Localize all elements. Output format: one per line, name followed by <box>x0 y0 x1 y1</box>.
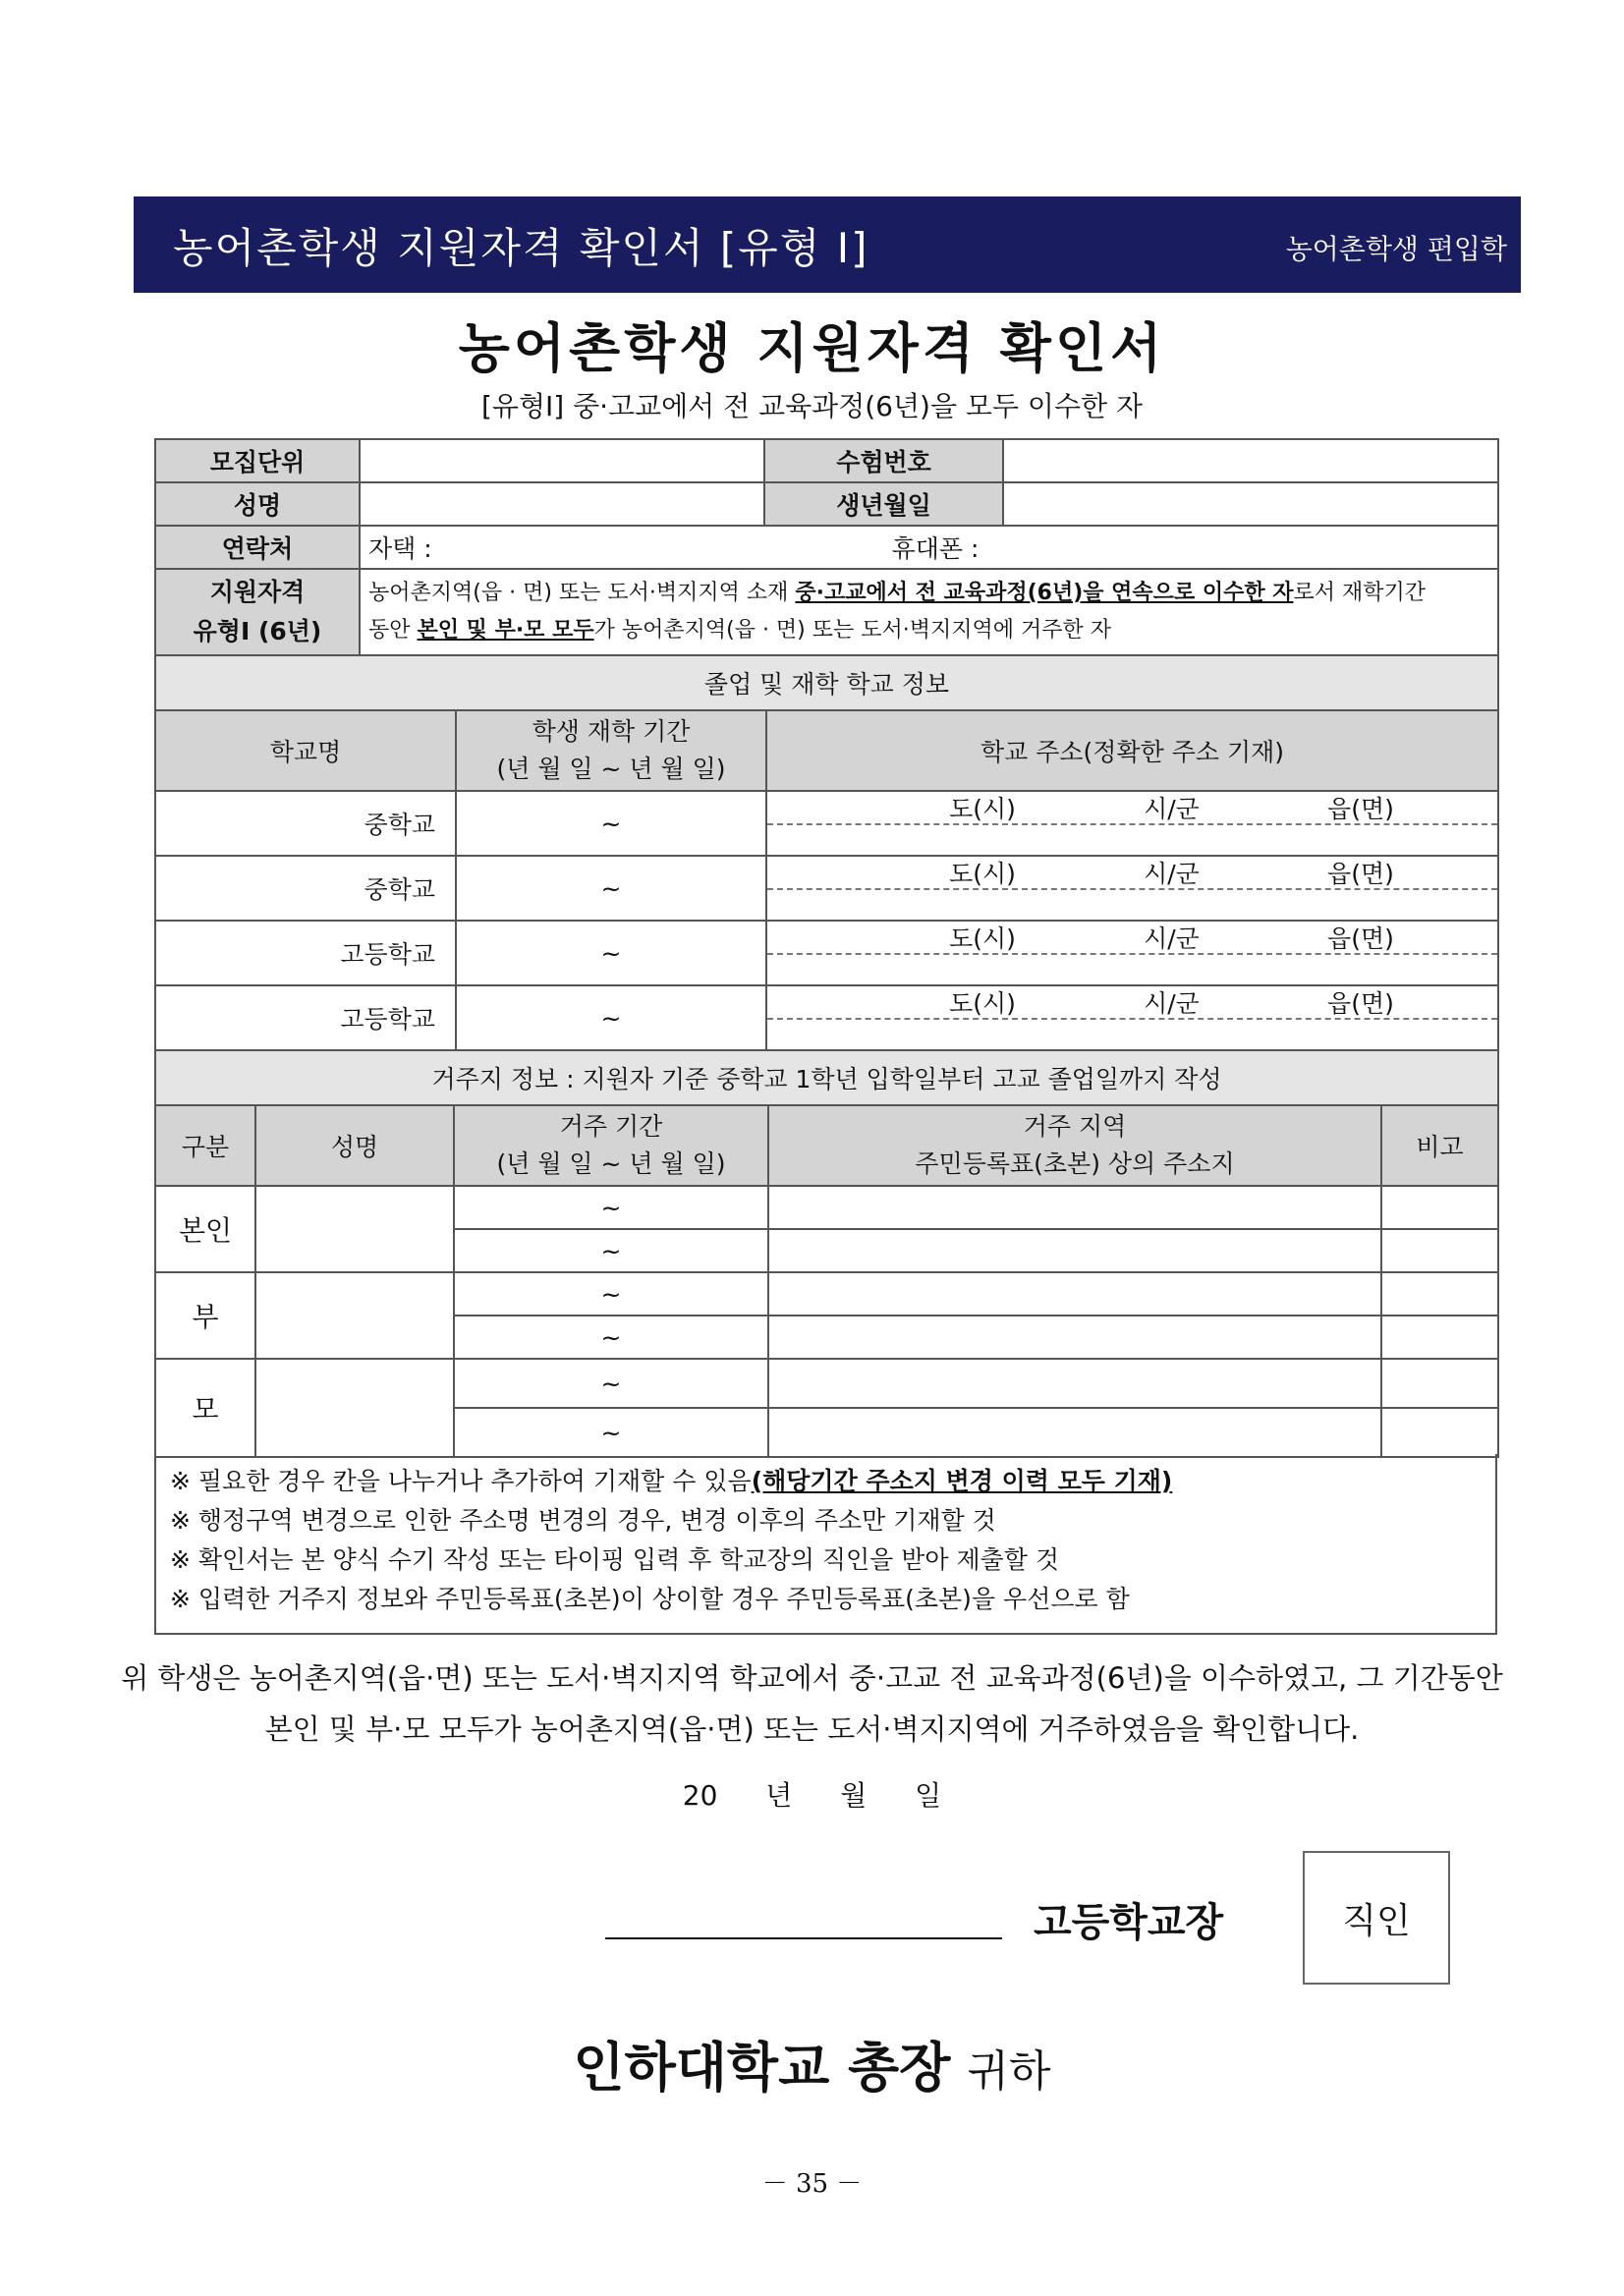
residence-period-header-2: (년 월 일 ~ 년 월 일) <box>496 1149 726 1178</box>
contact-label: 연락처 <box>155 526 360 569</box>
date-line[interactable]: 20 년 월 일 <box>682 1779 942 1812</box>
school-name: 고등학교 <box>155 921 456 985</box>
table-row <box>155 985 1498 1050</box>
addr-eup: 읍(면) <box>1327 924 1394 953</box>
school-period-header-2: (년 월 일 ~ 년 월 일) <box>496 755 726 783</box>
school-name: 중학교 <box>155 791 456 856</box>
residence-area-field[interactable] <box>768 1229 1381 1272</box>
banner-category: 농어촌학생 편입학 <box>1285 233 1507 265</box>
remarks-header: 비고 <box>1381 1105 1498 1186</box>
qual-text-bold-1: 중·고교에서 전 교육과정(6년)을 연속으로 이수한 자 <box>795 581 1294 605</box>
table-row <box>155 921 1498 985</box>
school-section-title: 졸업 및 재학 학교 정보 <box>155 655 1498 710</box>
residence-period[interactable]: ~ <box>454 1316 768 1359</box>
confirmation-line-1: 위 학생은 농어촌지역(읍·면) 또는 도서·벽지지역 학교에서 중·고교 전 교육과정(6년)을 이수하였고, 그 기간동안 <box>121 1661 1503 1695</box>
banner-title: 농어촌학생 지원자격 확인서 [유형 Ⅰ] <box>173 224 869 272</box>
school-period[interactable]: ~ <box>456 921 766 985</box>
school-address[interactable] <box>766 791 1498 856</box>
resident-type: 모 <box>155 1359 255 1457</box>
header-banner <box>134 196 1521 293</box>
residence-area-header-2: 주민등록표(초본) 상의 주소지 <box>915 1149 1235 1178</box>
remarks-field[interactable] <box>1381 1186 1498 1229</box>
addr-si: 시/군 <box>1144 924 1200 953</box>
residence-period[interactable]: ~ <box>454 1229 768 1272</box>
table-row <box>155 791 1498 856</box>
resident-type: 본인 <box>155 1186 255 1272</box>
qual-text-3: 동안 <box>368 618 418 643</box>
residence-area-header <box>768 1105 1381 1186</box>
addr-do: 도(시) <box>949 924 1016 953</box>
qual-text-4: 가 농어촌지역(읍 · 면) 또는 도서·벽지지역에 거주한 자 <box>593 618 1112 643</box>
exam-number-label: 수험번호 <box>764 439 1003 482</box>
exam-number-field[interactable] <box>1003 439 1498 482</box>
qual-text-1: 농어촌지역(읍 · 면) 또는 도서·벽지지역 소재 <box>368 581 796 605</box>
remarks-field[interactable] <box>1381 1229 1498 1272</box>
addr-do: 도(시) <box>949 860 1016 888</box>
qualification-label-2: 유형Ⅰ (6년) <box>193 617 322 645</box>
mobile-phone-label: 휴대폰 : <box>891 534 980 563</box>
qual-text-bold-2: 본인 및 부·모 모두 <box>417 618 594 643</box>
birth-field[interactable] <box>1003 482 1498 526</box>
school-period[interactable]: ~ <box>456 985 766 1050</box>
addr-si: 시/군 <box>1144 860 1200 888</box>
residence-period[interactable]: ~ <box>454 1408 768 1457</box>
table-row <box>155 1359 1498 1408</box>
recruit-unit-field[interactable] <box>360 439 764 482</box>
qualification-label-1: 지원자격 <box>209 578 306 606</box>
remarks-field[interactable] <box>1381 1272 1498 1316</box>
name-field[interactable] <box>360 482 764 526</box>
document-title: 농어촌학생 지원자격 확인서 <box>458 317 1166 379</box>
document-subtitle: [유형Ⅰ] 중·고교에서 전 교육과정(6년)을 모두 이수한 자 <box>480 390 1144 422</box>
residence-period[interactable]: ~ <box>454 1186 768 1229</box>
residence-area-field[interactable] <box>768 1186 1381 1229</box>
school-address[interactable] <box>766 985 1498 1050</box>
contact-field[interactable] <box>360 526 1498 569</box>
page-number: － 35 － <box>761 2169 863 2199</box>
school-period-header-1: 학생 재학 기간 <box>532 717 691 746</box>
addr-do: 도(시) <box>949 795 1016 823</box>
address-line <box>767 986 1497 1020</box>
notes-box <box>154 1454 1497 1635</box>
resident-name-field[interactable] <box>255 1359 454 1457</box>
note-3: ※ 확인서는 본 양식 수기 작성 또는 타이핑 입력 후 학교장의 직인을 받아 제출할 것 <box>170 1545 1060 1574</box>
school-period-header <box>456 710 766 791</box>
table-row <box>155 1272 1498 1316</box>
note-1-emphasis: (해당기간 주소지 변경 이력 모두 기재) <box>751 1467 1173 1495</box>
residence-area-field[interactable] <box>768 1272 1381 1316</box>
school-address-header: 학교 주소(정확한 주소 기재) <box>766 710 1498 791</box>
type-header: 구분 <box>155 1105 255 1186</box>
confirmation-statement <box>0 1652 1624 1755</box>
residence-area-field[interactable] <box>768 1408 1381 1457</box>
recipient-name: 인하대학교 총장 <box>573 2037 951 2099</box>
qualification-description <box>360 569 1498 655</box>
remarks-field[interactable] <box>1381 1408 1498 1457</box>
resident-name-field[interactable] <box>255 1272 454 1359</box>
note-1 <box>170 1462 1482 1501</box>
note-1-text: ※ 필요한 경우 칸을 나누거나 추가하여 기재할 수 있음 <box>170 1467 752 1495</box>
confirmation-line-2: 본인 및 부·모 모두가 농어촌지역(읍·면) 또는 도서·벽지지역에 거주하였음을 확인합니다. <box>264 1712 1360 1746</box>
recruit-unit-label: 모집단위 <box>155 439 360 482</box>
address-line <box>767 792 1497 825</box>
residence-period-header <box>454 1105 768 1186</box>
recipient <box>0 2026 1624 2101</box>
school-name: 중학교 <box>155 856 456 921</box>
name-label: 성명 <box>155 482 360 526</box>
addr-eup: 읍(면) <box>1327 795 1394 823</box>
birth-label: 생년월일 <box>764 482 1003 526</box>
table-row <box>155 856 1498 921</box>
addr-si: 시/군 <box>1144 795 1200 823</box>
principal-title: 고등학교장 <box>1034 1900 1224 1945</box>
school-name-header: 학교명 <box>155 710 456 791</box>
school-period[interactable]: ~ <box>456 856 766 921</box>
resident-name-field[interactable] <box>255 1186 454 1272</box>
residence-period[interactable]: ~ <box>454 1359 768 1408</box>
addr-eup: 읍(면) <box>1327 860 1394 888</box>
table-row <box>155 1186 1498 1229</box>
addr-si: 시/군 <box>1144 989 1200 1018</box>
school-address[interactable] <box>766 856 1498 921</box>
residence-period-header-1: 거주 기간 <box>559 1112 663 1141</box>
qual-text-2: 로서 재학기간 <box>1293 581 1427 605</box>
official-seal-box: 직인 <box>1303 1851 1450 1985</box>
applicant-info-table <box>154 438 1499 656</box>
resident-name-header: 성명 <box>255 1105 454 1186</box>
qualification-label <box>155 569 360 655</box>
school-address[interactable] <box>766 921 1498 985</box>
remarks-field[interactable] <box>1381 1316 1498 1359</box>
residence-area-header-1: 거주 지역 <box>1023 1112 1127 1141</box>
remarks-field[interactable] <box>1381 1359 1498 1408</box>
note-4: ※ 입력한 거주지 정보와 주민등록표(초본)이 상이할 경우 주민등록표(초본)을 우선으로 함 <box>170 1585 1130 1613</box>
home-phone-label: 자택 : <box>368 534 432 563</box>
address-line <box>767 857 1497 890</box>
note-2: ※ 행정구역 변경으로 인한 주소명 변경의 경우, 변경 이후의 주소만 기재할 것 <box>170 1506 996 1535</box>
residence-section-title: 거주지 정보 : 지원자 기준 중학교 1학년 입학일부터 고교 졸업일까지 작성 <box>155 1050 1498 1105</box>
residence-area-field[interactable] <box>768 1359 1381 1408</box>
addr-eup: 읍(면) <box>1327 989 1394 1018</box>
school-name-signature-line[interactable] <box>605 1937 1002 1939</box>
recipient-suffix: 귀하 <box>967 2046 1051 2097</box>
address-line <box>767 922 1497 955</box>
school-name: 고등학교 <box>155 985 456 1050</box>
resident-type: 부 <box>155 1272 255 1359</box>
addr-do: 도(시) <box>949 989 1016 1018</box>
school-period[interactable]: ~ <box>456 791 766 856</box>
residence-area-field[interactable] <box>768 1316 1381 1359</box>
residence-period[interactable]: ~ <box>454 1272 768 1316</box>
school-info-table <box>154 654 1499 1051</box>
residence-info-table <box>154 1049 1499 1458</box>
